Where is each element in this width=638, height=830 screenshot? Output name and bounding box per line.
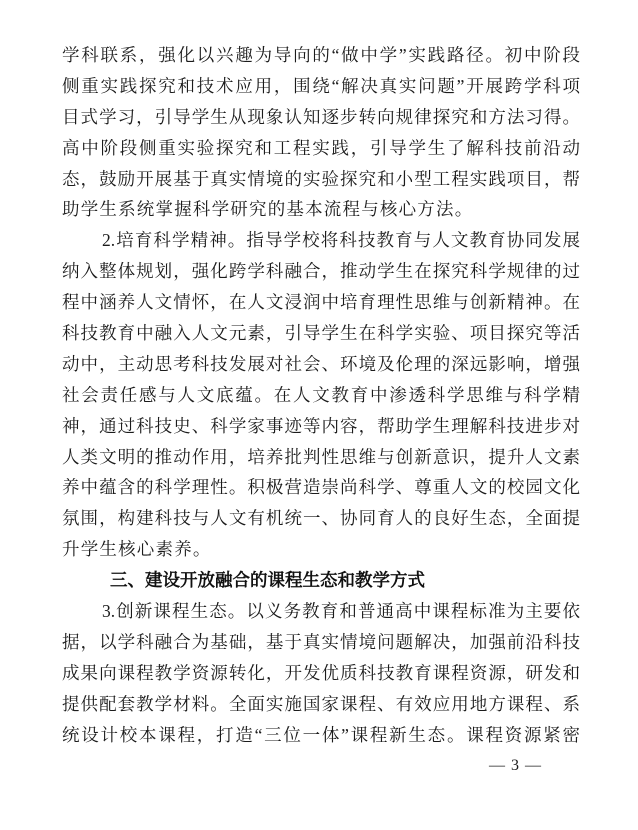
body-line: 神，通过科技史、科学家事迹等内容，帮助学生理解科技进步对: [62, 415, 580, 436]
page-content: [62, 40, 580, 750]
paragraph-start-line: 2.培育科学精神。指导学校将科技教育与人文教育协同发展: [102, 230, 580, 251]
body-line: 提供配套教学材料。全面实施国家课程、有效应用地方课程、系: [62, 693, 580, 714]
page-number: — 3 —: [489, 757, 542, 774]
body-line: 侧重实践探究和技术应用，围绕“解决真实问题”开展跨学科项: [62, 75, 580, 96]
body-line: 据，以学科融合为基础，基于真实情境问题解决，加强前沿科技: [62, 631, 580, 652]
body-line: 社会责任感与人文底蕴。在人文教育中渗透科学思维与科学精: [62, 384, 580, 405]
body-line: 动中，主动思考科技发展对社会、环境及伦理的深远影响，增强: [62, 353, 580, 374]
body-line: 科技教育中融入人文元素，引导学生在科学实验、项目探究等活: [62, 323, 580, 344]
body-line: 成果向课程教学资源转化，开发优质科技教育课程资源，研发和: [62, 662, 580, 683]
body-line: 氛围，构建科技与人文有机统一、协同育人的良好生态，全面提: [62, 508, 580, 529]
body-line: 人类文明的推动作用，培养批判性思维与创新意识，提升人文素: [62, 446, 580, 467]
paragraph-end-line: 升学生核心素养。: [62, 539, 212, 560]
section-heading: 三、建设开放融合的课程生态和教学方式: [110, 570, 425, 591]
body-line: 学科联系，强化以兴趣为导向的“做中学”实践路径。初中阶段: [62, 45, 580, 65]
paragraph-end-line: 助学生系统掌握科学研究的基本流程与核心方法。: [62, 199, 474, 220]
body-line: 态，鼓励开展基于真实情境的实验探究和小型工程实践项目，帮: [62, 168, 580, 189]
body-line: 统设计校本课程，打造“三位一体”课程新生态。课程资源紧密: [62, 724, 580, 745]
body-line: 高中阶段侧重实验探究和工程实践，引导学生了解科技前沿动: [62, 137, 580, 158]
body-line: 目式学习，引导学生从现象认知逐步转向规律探究和方法习得。: [62, 106, 580, 127]
paragraph-start-line: 3.创新课程生态。以义务教育和普通高中课程标准为主要依: [102, 601, 580, 622]
body-line: 纳入整体规划，强化跨学科融合，推动学生在探究科学规律的过: [62, 261, 580, 282]
body-line: 程中涵养人文情怀，在人文浸润中培育理性思维与创新精神。在: [62, 292, 580, 313]
body-line: 养中蕴含的科学理性。积极营造崇尚科学、尊重人文的校园文化: [62, 477, 580, 498]
